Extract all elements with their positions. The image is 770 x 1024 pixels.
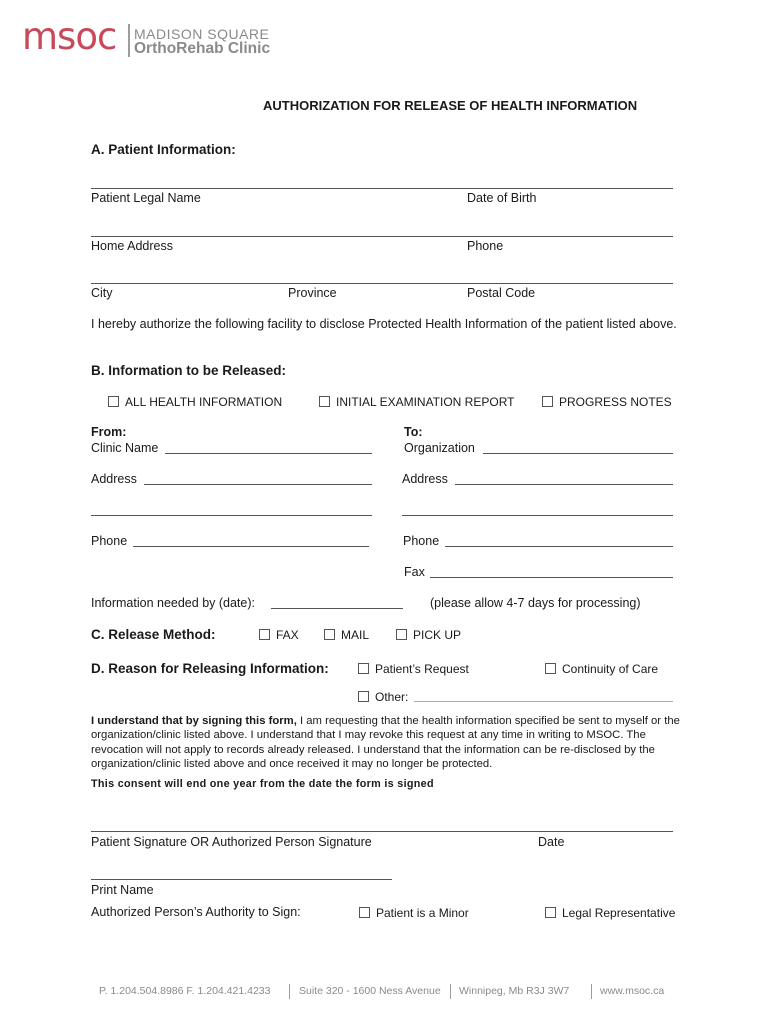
city-line[interactable]: [91, 283, 673, 284]
signature-date-label: Date: [538, 835, 565, 849]
checkbox-icon[interactable]: [324, 629, 335, 640]
option-label: ALL HEALTH INFORMATION: [125, 395, 283, 409]
processing-note: (please allow 4-7 days for processing): [430, 596, 641, 610]
checkbox-icon[interactable]: [396, 629, 407, 640]
from-address-label: Address: [91, 472, 137, 486]
option-label: Continuity of Care: [562, 662, 659, 676]
print-name-line[interactable]: [91, 879, 392, 880]
phone-label: Phone: [467, 239, 504, 253]
option-label: Patient is a Minor: [376, 906, 469, 920]
to-label: To:: [404, 425, 423, 439]
to-fax-label: Fax: [404, 565, 425, 579]
section-b-heading: B. Information to be Released:: [91, 363, 287, 378]
to-address-line[interactable]: [455, 484, 673, 485]
clinic-name-line1: MADISON SQUARE: [134, 26, 270, 42]
checkbox-icon[interactable]: [358, 691, 369, 702]
option-label: INITIAL EXAMINATION REPORT: [336, 395, 515, 409]
option-fax[interactable]: [259, 628, 299, 642]
organization-label: Organization: [404, 441, 475, 455]
section-d-heading: D. Reason for Releasing Information:: [91, 661, 329, 676]
option-label: Other:: [375, 690, 409, 704]
clinic-name-line[interactable]: [165, 453, 372, 454]
clinic-name-label: Clinic Name: [91, 441, 159, 455]
section-c-heading: C. Release Method:: [91, 627, 216, 642]
msoc-logo: msoc: [22, 15, 117, 58]
section-a-heading: A. Patient Information:: [91, 142, 236, 157]
home-address-line[interactable]: [91, 236, 673, 237]
option-label: MAIL: [341, 628, 370, 642]
form-title: AUTHORIZATION FOR RELEASE OF HEALTH INFORMATION: [263, 98, 638, 113]
home-address-label: Home Address: [91, 239, 173, 253]
footer-website[interactable]: www.msoc.ca: [600, 985, 665, 997]
checkbox-icon[interactable]: [359, 907, 370, 918]
option-label: PICK UP: [413, 628, 462, 642]
signature-label: Patient Signature OR Authorized Person Signature: [91, 835, 372, 849]
footer-city: Winnipeg, Mb R3J 3W7: [459, 985, 570, 997]
option-label: PROGRESS NOTES: [559, 395, 672, 409]
footer-address: Suite 320 - 1600 Ness Avenue: [299, 985, 441, 997]
authorize-text: I hereby authorize the following facility to disclose Protected Health Information of the patient listed above.: [91, 317, 677, 331]
option-patient-is-minor[interactable]: [359, 906, 469, 920]
to-address-label: Address: [402, 472, 448, 486]
date-of-birth-label: Date of Birth: [467, 191, 537, 205]
from-address-line[interactable]: [144, 484, 372, 485]
signature-line[interactable]: [91, 831, 673, 832]
option-progress-notes[interactable]: [542, 395, 672, 409]
option-label: Legal Representative: [562, 906, 676, 920]
option-label: FAX: [276, 628, 299, 642]
consent-end-note: This consent will end one year from the date the form is signed: [91, 778, 434, 790]
footer-phone-fax: P. 1.204.504.8986 F. 1.204.421.4233: [99, 985, 271, 997]
from-phone-line[interactable]: [133, 546, 369, 547]
info-needed-label: Information needed by (date):: [91, 596, 255, 610]
checkbox-icon[interactable]: [108, 396, 119, 407]
from-phone-label: Phone: [91, 534, 128, 548]
checkbox-icon[interactable]: [545, 663, 556, 674]
option-pick-up[interactable]: [396, 628, 461, 642]
print-name-label: Print Name: [91, 883, 154, 897]
to-address-line-2[interactable]: [402, 515, 673, 516]
to-phone-line[interactable]: [445, 546, 673, 547]
consent-lead: I understand that by signing this form,: [91, 715, 297, 727]
from-address-line-2[interactable]: [91, 515, 372, 516]
option-patients-request[interactable]: [358, 662, 469, 676]
to-phone-label: Phone: [403, 534, 440, 548]
patient-legal-name-label: Patient Legal Name: [91, 191, 201, 205]
from-label: From:: [91, 425, 127, 439]
patient-name-line[interactable]: [91, 188, 673, 189]
consent-paragraph: [91, 714, 681, 771]
checkbox-icon[interactable]: [542, 396, 553, 407]
option-other[interactable]: [358, 690, 408, 704]
consent-body: I am requesting that the health information specified be sent to myself or the organization/clinic listed above. I understand that I may revoke this request at any time in writing to MSOC. The revocation will not apply to records already released. I understand that the information can be re-disclosed by the organization/clinic listed above and once received it may no longer be protected.: [91, 715, 680, 770]
info-needed-date-line[interactable]: [271, 608, 403, 609]
option-legal-representative[interactable]: [545, 906, 675, 920]
postal-code-label: Postal Code: [467, 286, 536, 300]
checkbox-icon[interactable]: [545, 907, 556, 918]
checkbox-icon[interactable]: [358, 663, 369, 674]
option-all-health-info[interactable]: [108, 395, 282, 409]
logo-divider: [128, 24, 130, 57]
organization-line[interactable]: [483, 453, 673, 454]
checkbox-icon[interactable]: [259, 629, 270, 640]
option-continuity-of-care[interactable]: [545, 662, 658, 676]
clinic-name-line2: OrthoRehab Clinic: [134, 40, 271, 57]
option-mail[interactable]: [324, 628, 369, 642]
option-initial-exam-report[interactable]: [319, 395, 514, 409]
city-label: City: [91, 286, 113, 300]
option-label: Patient’s Request: [375, 662, 469, 676]
footer-divider: [591, 984, 592, 999]
footer-divider: [289, 984, 290, 999]
footer-divider: [450, 984, 451, 999]
other-reason-line[interactable]: [414, 701, 673, 702]
to-fax-line[interactable]: [430, 577, 673, 578]
province-label: Province: [288, 286, 337, 300]
authority-label: Authorized Person’s Authority to Sign:: [91, 905, 301, 919]
checkbox-icon[interactable]: [319, 396, 330, 407]
